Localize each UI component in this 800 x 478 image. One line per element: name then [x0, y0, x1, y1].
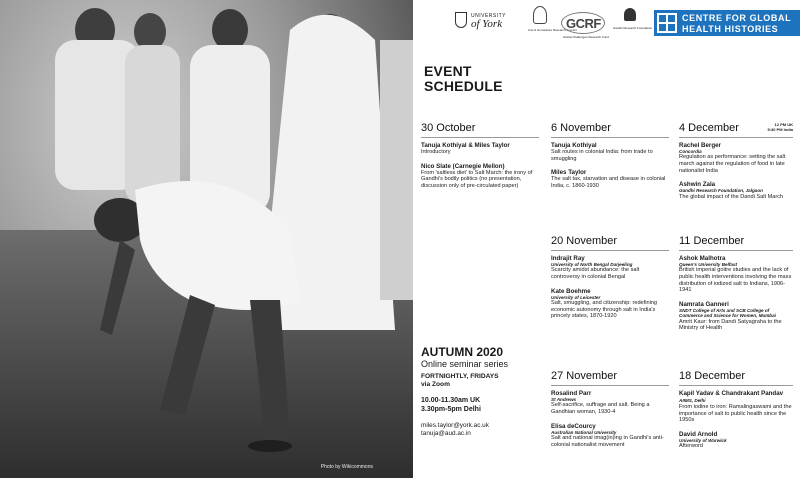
ahrc-logo [528, 6, 577, 38]
series-heading: AUTUMN 2020 [421, 345, 504, 359]
talk-speaker: Miles Taylor [551, 169, 587, 177]
session-11-december [679, 235, 793, 339]
talk-item [421, 163, 539, 190]
cgh-logo-line2: HEALTH HISTORIES [682, 24, 779, 34]
talk-speaker-name: Kapil Yadav & Chandrakant Pandav [679, 390, 784, 397]
talk-item [551, 288, 669, 320]
talk-item [551, 142, 669, 162]
talk-item [679, 390, 793, 424]
cgh-grid-icon [657, 13, 677, 33]
talk-item [551, 169, 669, 189]
talk-title: Salt routes in colonial India: from trade to smuggling [551, 149, 653, 162]
talk-affiliation: Queen's University Belfast [679, 262, 738, 267]
series-frequency: FORTNIGHTLY, FRIDAYS [421, 373, 499, 380]
talk-speaker: Ashwin Zala [679, 181, 716, 189]
talk-item [421, 142, 539, 156]
talk-affiliation: Gandhi Research Foundation, Jalgaon [679, 188, 763, 194]
divider [679, 137, 793, 138]
talk-affiliation: Australian National University [551, 429, 617, 435]
talk-title: From iodine to iron: Ramalingaswami and the importance of salt to public health since the 1950s [679, 404, 792, 424]
talk-title: From 'saltless diet' to Salt March: the irony of Gandhi's bodily politics (no presentation, discussion only of pre-circulated paper) [421, 169, 533, 189]
gcrf-logo-text: GCRF [566, 16, 601, 31]
session-18-december [679, 370, 793, 457]
talk-speaker: Nico Slate (Carnegie Mellon) [421, 162, 505, 170]
talk-speaker: Ashok Malhotra [679, 255, 726, 262]
talk-item [551, 423, 669, 449]
title-line2: SCHEDULE [424, 78, 503, 94]
york-logo-line1: UNIVERSITY [471, 13, 507, 19]
grf-emblem-icon [624, 8, 636, 21]
centre-for-global-health-histories-logo [654, 10, 800, 36]
talk-affiliation: University of Leicester [551, 294, 601, 300]
gcrf-logo [561, 8, 609, 39]
time-note-india: 5:30 PM India [767, 127, 793, 132]
talk-title: Regulation as performance: setting the salt march against the regulation of food in late nationalist India [679, 154, 786, 174]
york-logo-line2: of York [471, 18, 503, 30]
session-date: 6 November [551, 122, 611, 134]
title-line1: EVENT [424, 63, 472, 79]
session-27-november [551, 370, 669, 455]
talk-speaker: Tanuja Kothiyal & Miles Taylor [421, 142, 510, 149]
talk-speaker: Rosalind Parr [551, 390, 592, 397]
talk-speaker: Kate Boehme [551, 287, 591, 295]
talk-title: The global impact of the Dandi Salt March [679, 193, 784, 200]
talk-title: British imperial goitre studies and the lack of public health interventions involving the mass distribution of iodized salt to Indians, 1906-1941 [679, 267, 792, 294]
talk-title: Introductory [421, 149, 451, 155]
talk-title: Salt and national imag(in)ing in Gandhi's anti-colonial nationalist movement [551, 435, 664, 448]
contact-email-2[interactable]: tanuja@aud.ac.in [421, 430, 471, 437]
session-30-october [421, 122, 539, 196]
gandhi-research-foundation-logo [613, 8, 653, 38]
crest-icon [455, 12, 467, 28]
talk-item [679, 301, 793, 332]
talk-affiliation: AIIMS, Delhi [679, 398, 706, 403]
talk-item [551, 390, 669, 416]
talk-affiliation: University of Warwick [679, 437, 727, 443]
talk-affiliation: University of North Bengal Darjeeling [551, 262, 633, 267]
talk-affiliation: Concordia [679, 149, 702, 154]
series-time-uk: 10.00-11.30am UK [421, 397, 481, 404]
talk-speaker: David Arnold [679, 430, 718, 438]
session-4-december [679, 122, 793, 207]
photo-credit: Photo by Wikicommons [320, 464, 373, 470]
session-6-november [551, 122, 669, 196]
talk-title: Scarcity amidst abundance: the salt controversy in colonial Bengal [551, 267, 640, 280]
session-date: 18 December [679, 370, 746, 382]
partner-logos [455, 6, 800, 40]
session-date: 20 November [551, 235, 618, 247]
divider [679, 250, 793, 251]
talk-title: Amrit Kaur: from Dandi Satyagraha to the Ministry of Health [679, 318, 782, 332]
session-20-november [551, 235, 669, 327]
series-platform: via Zoom [421, 381, 450, 388]
talk-title: Salt, smuggling, and citizenship: redefining economic autonomy through salt in India's princely states, 1870-1920 [551, 300, 658, 320]
ahrc-emblem-icon [533, 6, 547, 24]
session-date: 11 December [679, 235, 745, 247]
divider [551, 250, 669, 251]
ahrc-logo-text: Arts & Humanities Research Council [528, 28, 577, 32]
talk-speaker: Indrajit Ray [551, 255, 585, 262]
grf-logo-text: Gandhi Research Foundation [613, 26, 653, 30]
divider [551, 385, 669, 386]
talk-speaker [679, 390, 793, 404]
time-note-uk: 12 PM UK [774, 122, 793, 127]
talk-item [679, 255, 793, 294]
divider [551, 137, 669, 138]
university-of-york-logo [455, 10, 513, 36]
page-title [424, 64, 503, 94]
contact-email-1[interactable]: miles.taylor@york.ac.uk [421, 422, 489, 429]
gcrf-logo-subtext: Global Challenges Research Fund [563, 35, 609, 39]
session-date: 27 November [551, 370, 618, 382]
talk-item [551, 255, 669, 281]
talk-affiliation: St Andrews [551, 397, 577, 402]
divider [421, 137, 539, 138]
talk-item [679, 142, 793, 174]
series-time-delhi: 3.30pm-5pm Delhi [421, 405, 481, 413]
talk-speaker: Rachel Berger [679, 142, 721, 149]
divider [679, 385, 793, 386]
talk-item [679, 181, 793, 200]
series-info [421, 346, 551, 438]
talk-speaker: Namrata Ganneri [679, 300, 729, 308]
session-date: 4 December [679, 122, 739, 134]
talk-item [679, 431, 793, 450]
talk-title: Afterword [679, 443, 703, 450]
talk-speaker: Tanuja Kothiyal [551, 142, 597, 149]
talk-affiliation: SNDT College of Arts and SCB College of Commerce and Science for Women, Mumbai [679, 307, 776, 319]
talk-title: Self-sacrifice, suffrage and salt. Being a Gandhian woman, 1930-4 [551, 402, 650, 415]
session-time-note [767, 122, 793, 132]
talk-title: The salt tax, starvation and disease in colonial India, c. 1860-1930 [551, 176, 666, 189]
series-subheading: Online seminar series [421, 359, 509, 369]
session-date: 30 October [421, 122, 476, 134]
talk-speaker: Elisa deCourcy [551, 422, 596, 430]
cgh-logo-line1: CENTRE FOR GLOBAL [682, 13, 792, 23]
